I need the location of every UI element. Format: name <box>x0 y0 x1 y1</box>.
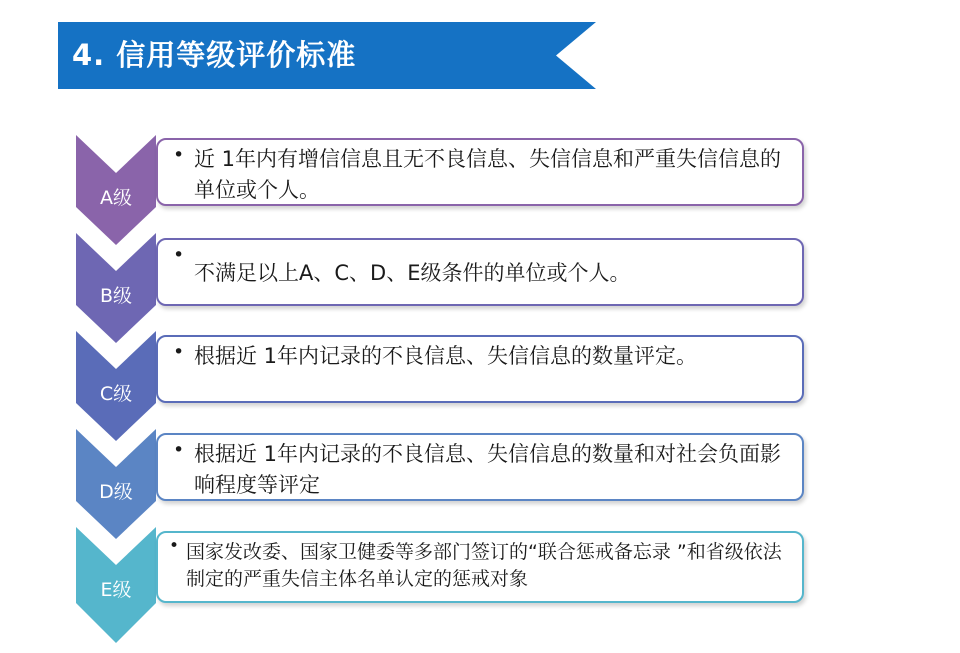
level-b-label: B级 <box>99 285 133 307</box>
level-e-text: 国家发改委、国家卫健委等多部门签订的“联合惩戒备忘录 ”和省级依法制定的严重失信主体名单认定的惩戒对象 <box>186 541 782 590</box>
bullet-icon: • <box>173 439 185 461</box>
level-c-description-box <box>156 335 804 403</box>
level-d-text: 根据近 1年内记录的不良信息、失信信息的数量和对社会负面影响程度等评定 <box>194 442 782 497</box>
bullet-icon: • <box>173 341 185 363</box>
level-a-description <box>158 140 802 206</box>
level-e-description <box>158 533 802 593</box>
level-d-description <box>158 435 802 501</box>
level-row-d <box>0 429 960 529</box>
level-row-c <box>0 331 960 431</box>
level-e-label: E级 <box>100 579 132 601</box>
level-b-description <box>158 240 802 289</box>
level-b-text: 不满足以上A、C、D、E级条件的单位或个人。 <box>194 261 631 285</box>
level-c-description <box>158 337 802 372</box>
bullet-icon: • <box>169 536 180 556</box>
level-a-label: A级 <box>100 187 132 209</box>
level-row-a <box>0 135 960 235</box>
level-c-text: 根据近 1年内记录的不良信息、失信信息的数量评定。 <box>194 344 698 368</box>
level-d-label: D级 <box>99 481 133 503</box>
bullet-icon: • <box>173 144 185 166</box>
bullet-icon: • <box>173 244 185 266</box>
level-row-e <box>0 527 960 627</box>
level-row-b <box>0 233 960 333</box>
level-b-description-box <box>156 238 804 306</box>
level-e-description-box <box>156 531 804 603</box>
level-c-label: C级 <box>99 383 133 405</box>
level-d-description-box <box>156 433 804 501</box>
page-title: 4. 信用等级评价标准 <box>72 38 357 72</box>
level-a-description-box <box>156 138 804 206</box>
title-banner <box>58 22 596 89</box>
level-a-text: 近 1年内有增信信息且无不良信息、失信信息和严重失信信息的单位或个人。 <box>194 147 782 202</box>
